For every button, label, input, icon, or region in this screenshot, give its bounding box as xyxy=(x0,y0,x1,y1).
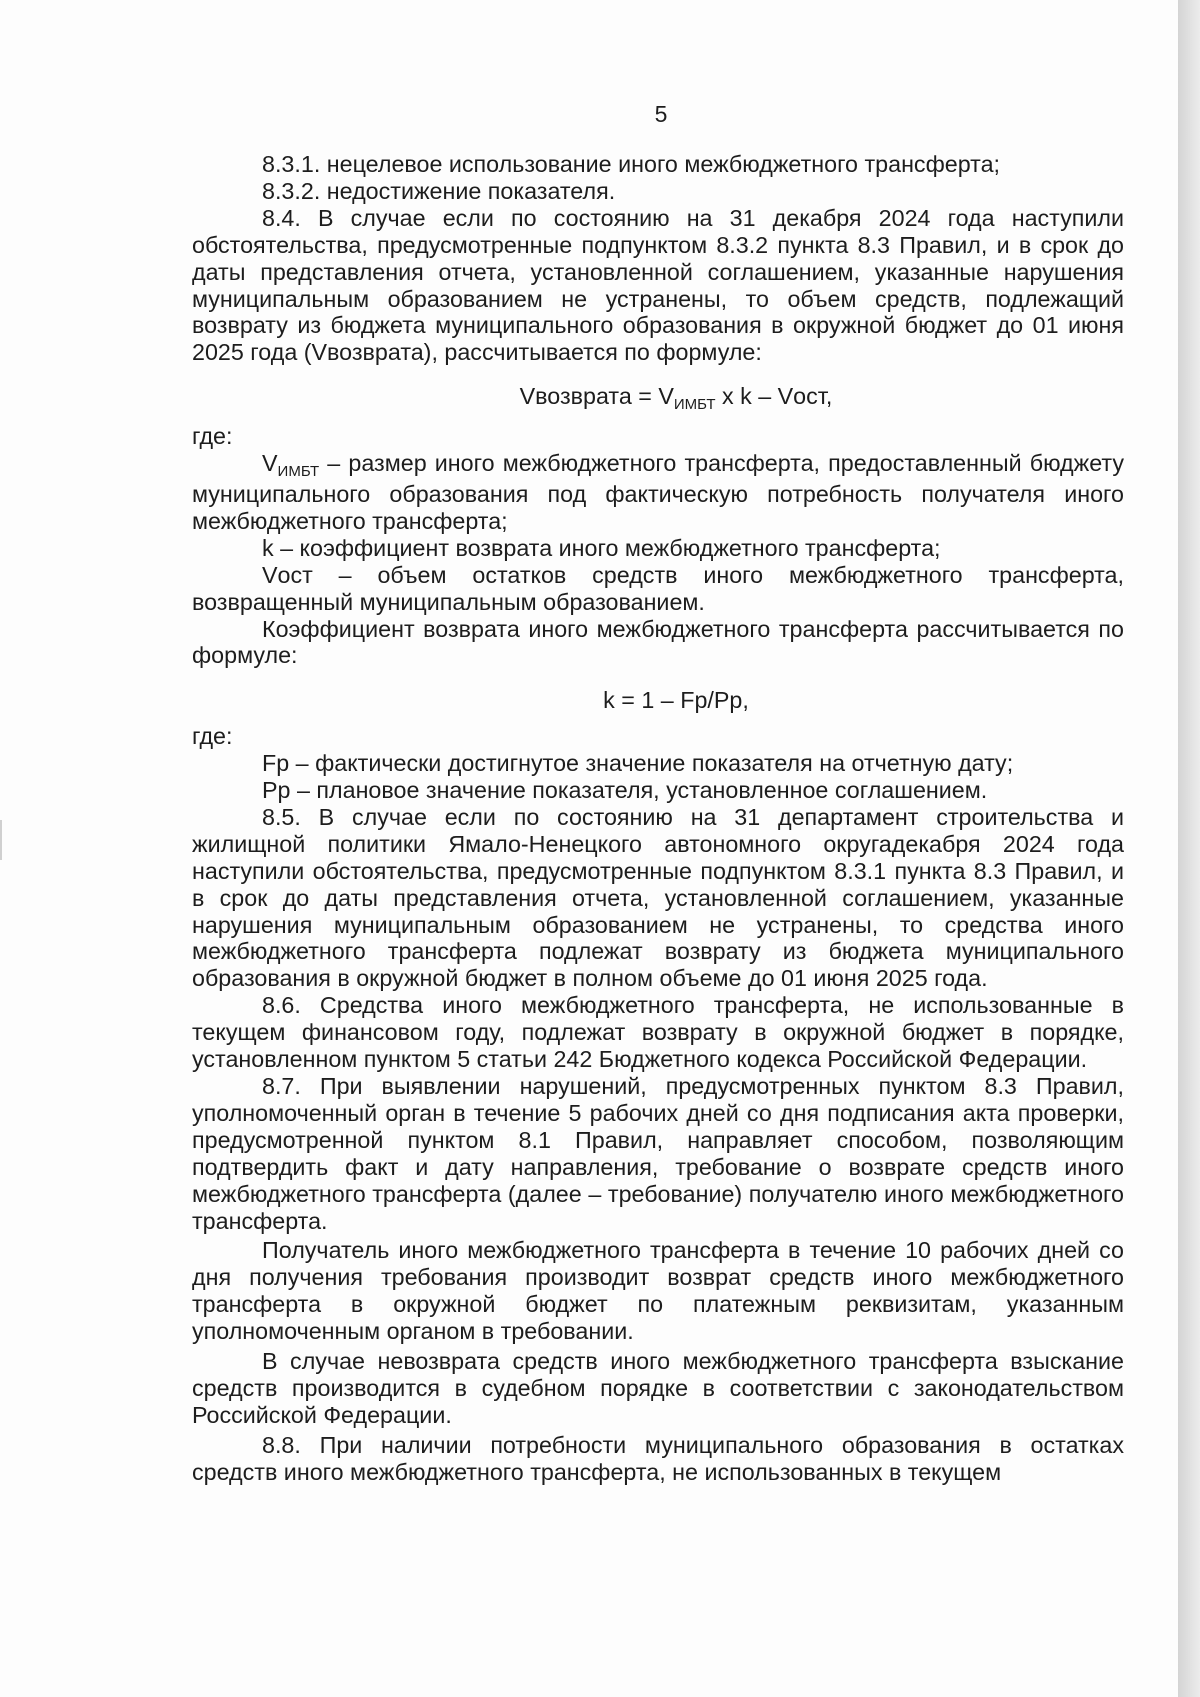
formula-return-volume-lhs: Vвозврата = V xyxy=(519,383,674,410)
definition-v-ost: Vост – объем остатков средств иного межбюджетного трансферта, возвращенный муниципальным образованием. xyxy=(192,561,1124,615)
definition-fp: Fp – фактически достигнутое значение показателя на отчетную дату; xyxy=(262,750,1014,777)
paragraph-8-5: 8.5. В случае если по состоянию на 31 департамент строительства и жилищной политики Ямало-Ненецкого автономного округадекабря 2024 года наступили обстоятельства, предусмотренные подпунктом 8.3.1 пункта 8.3 Правил, и в срок до даты представления отчета, установленной соглашением, указанные нарушения муниципальным образованием не устранены, то средства иного межбюджетного трансферта подлежат возврату из бюджета муниципального образования в окружной бюджет в полном объеме до 01 июня 2025 года. xyxy=(192,803,1124,992)
definition-v-imbt-text: – размер иного межбюджетного трансферта, предоставленный бюджету муниципального образования под фактическую потребность получателя иного межбюджетного трансферта; xyxy=(192,450,1124,534)
paragraph-8-3-1: 8.3.1. нецелевое использование иного межбюджетного трансферта; xyxy=(262,151,1000,177)
page-edge-shadow xyxy=(1178,0,1200,1697)
paragraph-non-return: В случае невозврата средств иного межбюджетного трансферта взыскание средств производится в судебном порядке в соответствии с законодательством Российской Федерации. xyxy=(192,1348,1124,1428)
where-label-2: где: xyxy=(192,723,233,750)
paragraph-recipient-return: Получатель иного межбюджетного трансферта в течение 10 рабочих дней со дня получения требования производит возврат средств иного межбюджетного трансферта в окружной бюджет по платежным реквизитам, указанным уполномоченным органом в требовании. xyxy=(192,1237,1124,1345)
formula-return-volume xyxy=(192,383,1124,414)
document-body xyxy=(192,151,1124,1486)
formula-coefficient: k = 1 – Fp/Pp, xyxy=(603,687,749,714)
formula-return-volume-subscript: ИМБТ xyxy=(673,396,716,414)
definition-pp: Pp – плановое значение показателя, установленное соглашением. xyxy=(262,777,988,804)
paragraph-8-3-2: 8.3.2. недостижение показателя. xyxy=(262,177,616,204)
definition-v-imbt-symbol: V xyxy=(262,450,278,477)
paragraph-8-8: 8.8. При наличии потребности муниципального образования в остатках средств иного межбюджетного трансферта, не использованных в текущем xyxy=(192,1431,1124,1485)
definition-k: k – коэффициент возврата иного межбюджетного трансферта; xyxy=(262,534,941,561)
page-number: 5 xyxy=(654,101,668,127)
paragraph-8-4: 8.4. В случае если по состоянию на 31 декабря 2024 года наступили обстоятельства, предусмотренные подпунктом 8.3.2 пункта 8.3 Правил, и в срок до даты представления отчета, установленной соглашением, указанные нарушения муниципальным образованием не устранены, то объем средств, подлежащий возврату из бюджета муниципального образования в окружной бюджет до 01 июня 2025 года (Vвозврата), рассчитывается по формуле: xyxy=(192,204,1124,366)
formula-return-volume-rhs: x k – Vост, xyxy=(715,383,833,410)
paragraph-8-6: 8.6. Средства иного межбюджетного трансферта, не использованные в текущем финансовом году, подлежат возврату в окружной бюджет в порядке, установленном пунктом 5 статьи 242 Бюджетного кодекса Российской Федерации. xyxy=(192,992,1124,1073)
definition-v-imbt xyxy=(192,450,1124,535)
scan-edge-mark xyxy=(0,820,2,860)
paragraph-8-7: 8.7. При выявлении нарушений, предусмотренных пунктом 8.3 Правил, уполномоченный орган в течение 5 рабочих дней со дня подписания акта проверки, предусмотренной пунктом 8.1 Правил, направляет способом, позволяющим подтвердить факт и дату направления, требование о возврате средств иного межбюджетного трансферта (далее – требование) получателю иного межбюджетного трансферта. xyxy=(192,1073,1124,1234)
coefficient-intro: Коэффициент возврата иного межбюджетного трансферта рассчитывается по формуле: xyxy=(192,615,1124,669)
where-label-1: где: xyxy=(192,423,233,450)
definition-v-imbt-subscript: ИМБТ xyxy=(277,463,320,481)
